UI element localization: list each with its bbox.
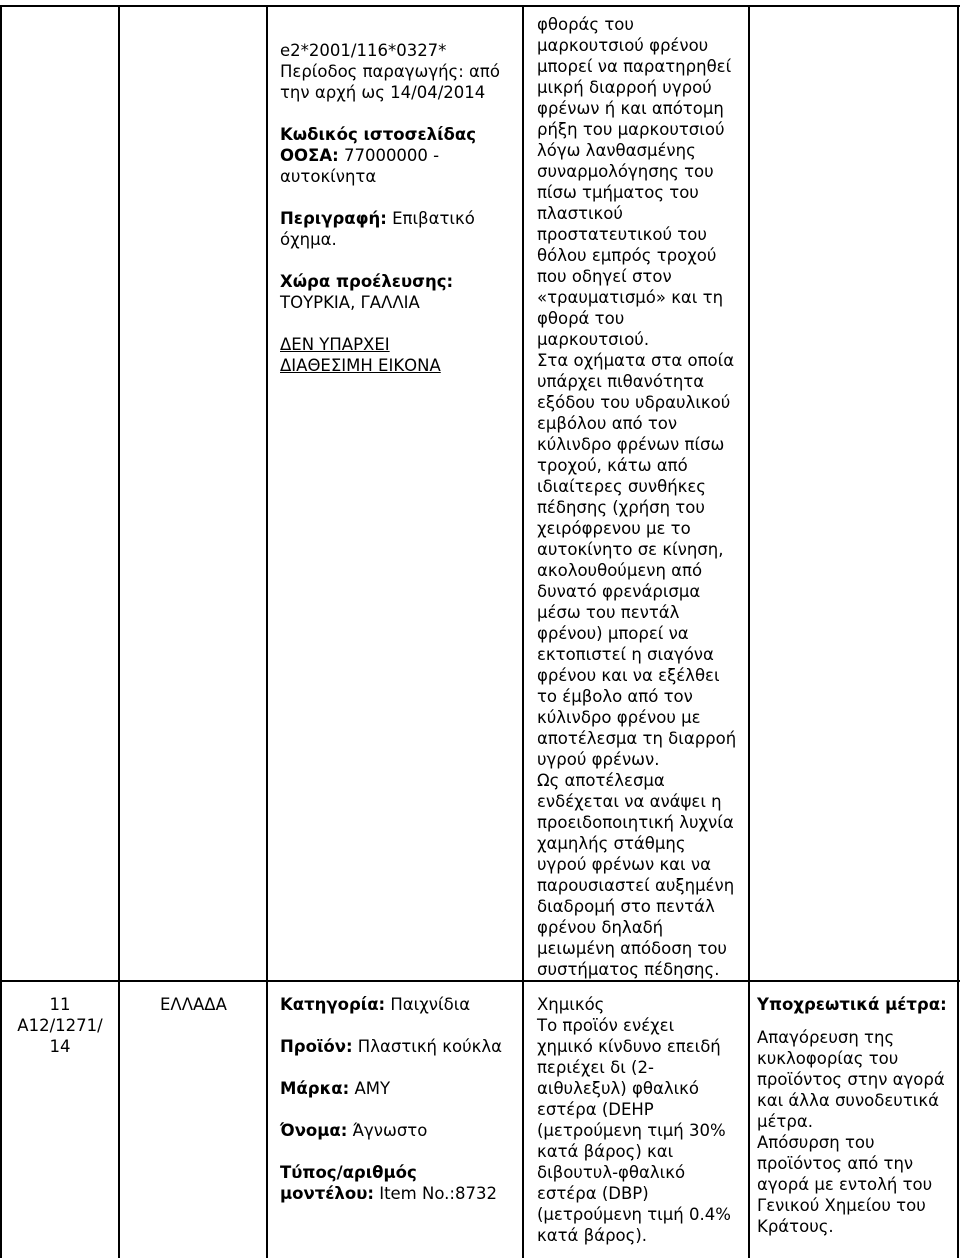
risk-text-line: υπάρχει πιθανότητα <box>537 372 705 391</box>
risk-text-line: πλαστικού <box>537 204 623 223</box>
oecd-value-2: αυτοκίνητα <box>280 167 377 186</box>
measures-text-line: Απόσυρση του <box>757 1133 875 1152</box>
risk-text-line: μαρκουτσιού. <box>537 330 650 349</box>
origin-value: ΤΟΥΡΚΙΑ, ΓΑΛΛΙΑ <box>280 293 420 312</box>
oecd-label: Κωδικός ιστοσελίδας <box>280 125 476 144</box>
risk-text-line: χαμηλής στάθμης <box>537 834 686 853</box>
product-label: Προϊόν: <box>280 1037 353 1056</box>
measures-text-line: προϊόντος από την <box>757 1154 914 1173</box>
row2-measures <box>757 994 955 1237</box>
notification-code-part-1: A12/1271/ <box>17 1016 103 1035</box>
model-block <box>280 1162 518 1204</box>
origin-label: Χώρα προέλευσης: <box>280 272 454 291</box>
grid-row-divider <box>0 980 960 982</box>
risk-text-line: ακολουθούμενη από <box>537 561 703 580</box>
risk-text-line: κατά βάρος) και <box>537 1142 674 1161</box>
measures-text-line: κυκλοφορίας του <box>757 1049 899 1068</box>
risk-text-line: αιθυλεξυλ) φθαλικό <box>537 1079 700 1098</box>
risk-text-line: κύλινδρο φρένων πίσω <box>537 435 725 454</box>
risk-text-line: αποτέλεσμα τη διαρροή <box>537 729 737 748</box>
risk-text-line: (μετρούμενη τιμή 0.4% <box>537 1205 731 1224</box>
grid-col-line-6 <box>957 5 959 1258</box>
oecd-label-2: ΟΟΣΑ: <box>280 146 339 165</box>
model-label-2: μοντέλου: <box>280 1184 374 1203</box>
no-image-notice <box>280 334 518 376</box>
risk-text-line: λόγω λανθασμένης <box>537 141 696 160</box>
measures-text <box>757 1027 955 1237</box>
risk-text-line: διαδρομή στο πεντάλ <box>537 897 715 916</box>
no-image-line-1: ΔΕΝ ΥΠΑΡΧΕΙ <box>280 335 390 354</box>
category-label: Κατηγορία: <box>280 995 386 1014</box>
measures-text-line: Απαγόρευση της <box>757 1028 895 1047</box>
product-block <box>280 1036 518 1057</box>
risk-text-line: φρένων ή και απότομη <box>537 99 724 118</box>
brand-value: AMY <box>349 1079 391 1098</box>
notification-code-part-2: 14 <box>49 1037 71 1056</box>
risk-text-line: που οδηγεί στον <box>537 267 672 286</box>
risk-text-line: περιέχει δι (2- <box>537 1058 654 1077</box>
grid-top-line <box>0 5 960 7</box>
risk-text-line: φθορά του <box>537 309 625 328</box>
oecd-code-block <box>280 124 518 187</box>
risk-text-line: χημικό κίνδυνο επειδή <box>537 1037 721 1056</box>
risk-text-line: εξόδου του υδραυλικού <box>537 393 731 412</box>
no-image-line-2: ΔΙΑΘΕΣΙΜΗ ΕΙΚΟΝΑ <box>280 356 441 375</box>
risk-text-line: ενδέχεται να ανάψει η <box>537 792 722 811</box>
grid-col-line-4 <box>522 5 524 1258</box>
description-value-2: όχημα. <box>280 230 337 249</box>
registration-block <box>280 40 518 103</box>
description-block <box>280 208 518 250</box>
risk-text-line: «τραυματισμό» και τη <box>537 288 724 307</box>
risk-text-line: χειρόφρενου με το <box>537 519 691 538</box>
registration-code: e2*2001/116*0327* <box>280 41 447 60</box>
risk-text-line: εκτοπιστεί η σιαγόνα <box>537 645 714 664</box>
risk-text-line: εστέρα (DBP) <box>537 1184 649 1203</box>
notifying-country: ΕΛΛΑΔΑ <box>160 995 227 1014</box>
risk-text-line: φθοράς του <box>537 15 634 34</box>
risk-text-line: φρένου και να εξέλθει <box>537 666 720 685</box>
name-value: Άγνωστο <box>347 1121 428 1140</box>
description-value: Επιβατικό <box>386 209 475 228</box>
measures-text-line: Κράτους. <box>757 1217 834 1236</box>
risk-text-line: Χημικός <box>537 995 605 1014</box>
description-label: Περιγραφή: <box>280 209 387 228</box>
production-period-label: Περίοδος παραγωγής: από <box>280 62 500 81</box>
row2-country <box>160 994 264 1015</box>
risk-text-line: φρένου) μπορεί να <box>537 624 689 643</box>
risk-text-line: παρουσιαστεί αυξημένη <box>537 876 735 895</box>
risk-text-line: κατά βάρος). <box>537 1226 647 1245</box>
measures-heading: Υποχρεωτικά μέτρα: <box>757 995 947 1014</box>
oecd-value: 77000000 - <box>338 146 440 165</box>
risk-text-line: μπορεί να παρατηρηθεί <box>537 57 732 76</box>
risk-text-line: προστατευτικού του <box>537 225 707 244</box>
risk-text-line: υγρού φρένων και να <box>537 855 711 874</box>
risk-text-line: Το προϊόν ενέχει <box>537 1016 675 1035</box>
measures-text-line: αγορά με εντολή του <box>757 1175 933 1194</box>
risk-text-line: δυνατό φρενάρισμα <box>537 582 701 601</box>
risk-text-line: Ως αποτέλεσμα <box>537 771 665 790</box>
risk-text-line: συναρμολόγησης του <box>537 162 714 181</box>
brand-block <box>280 1078 518 1099</box>
risk-text-line: μειωμένη απόδοση του <box>537 939 727 958</box>
risk-text-line: υγρού φρένων. <box>537 750 660 769</box>
measures-text-line: προϊόντος στην αγορά <box>757 1070 945 1089</box>
origin-block <box>280 271 518 313</box>
risk-text-line: αυτοκίνητο σε κίνηση, <box>537 540 724 559</box>
row1-product-details <box>280 40 518 397</box>
grid-col-line-3 <box>266 5 268 1258</box>
row1-risk-description <box>537 14 745 980</box>
risk-text-line: εστέρα (DEHP <box>537 1100 654 1119</box>
row2-product-details <box>280 994 518 1204</box>
row2-risk-description <box>537 994 745 1246</box>
risk-text-line: μαρκουτσιού φρένου <box>537 36 709 55</box>
model-value: Item No.:8732 <box>373 1184 497 1203</box>
category-value: Παιχνίδια <box>385 995 471 1014</box>
risk-text-line: προειδοποιητική λυχνία <box>537 813 734 832</box>
model-label: Τύπος/αριθμός <box>280 1163 417 1182</box>
risk-text-line: το έμβολο από τον <box>537 687 693 706</box>
risk-text-line: μέσω του πεντάλ <box>537 603 680 622</box>
category-block <box>280 994 518 1015</box>
grid-col-line-2 <box>118 5 120 1258</box>
risk-text-line: συστήματος πέδησης. <box>537 960 720 979</box>
grid-col-line-1 <box>0 5 2 1258</box>
row-number: 11 <box>49 995 71 1014</box>
product-value: Πλαστική κούκλα <box>352 1037 502 1056</box>
risk-text-line: μικρή διαρροή υγρού <box>537 78 712 97</box>
risk-text-line: θόλου εμπρός τροχού <box>537 246 717 265</box>
risk-text-line: εμβόλου από τον <box>537 414 678 433</box>
risk-text-line: ρήξη του μαρκουτσιού <box>537 120 725 139</box>
risk-text-line: (μετρούμενη τιμή 30% <box>537 1121 726 1140</box>
measures-text-line: και άλλα συνοδευτικά <box>757 1091 939 1110</box>
risk-text-line: κύλινδρο φρένου με <box>537 708 701 727</box>
risk-text-line: Στα οχήματα στα οποία <box>537 351 735 370</box>
production-period-value: την αρχή ως 14/04/2014 <box>280 83 486 102</box>
risk-text-line: τροχού, κάτω από <box>537 456 688 475</box>
grid-col-line-5 <box>748 5 750 1258</box>
risk-text-line: φρένου δηλαδή <box>537 918 664 937</box>
risk-text-line: διβουτυλ-φθαλικό <box>537 1163 686 1182</box>
risk-text-line: πίσω τμήματος του <box>537 183 699 202</box>
name-label: Όνομα: <box>280 1121 348 1140</box>
risk-text-line: πέδησης (χρήση του <box>537 498 705 517</box>
name-block <box>280 1120 518 1141</box>
risk-text-line: ιδιαίτερες συνθήκες <box>537 477 706 496</box>
measures-text-line: Γενικού Χημείου του <box>757 1196 926 1215</box>
measures-text-line: μέτρα. <box>757 1112 813 1131</box>
row2-notification-number <box>2 994 118 1057</box>
brand-label: Μάρκα: <box>280 1079 350 1098</box>
